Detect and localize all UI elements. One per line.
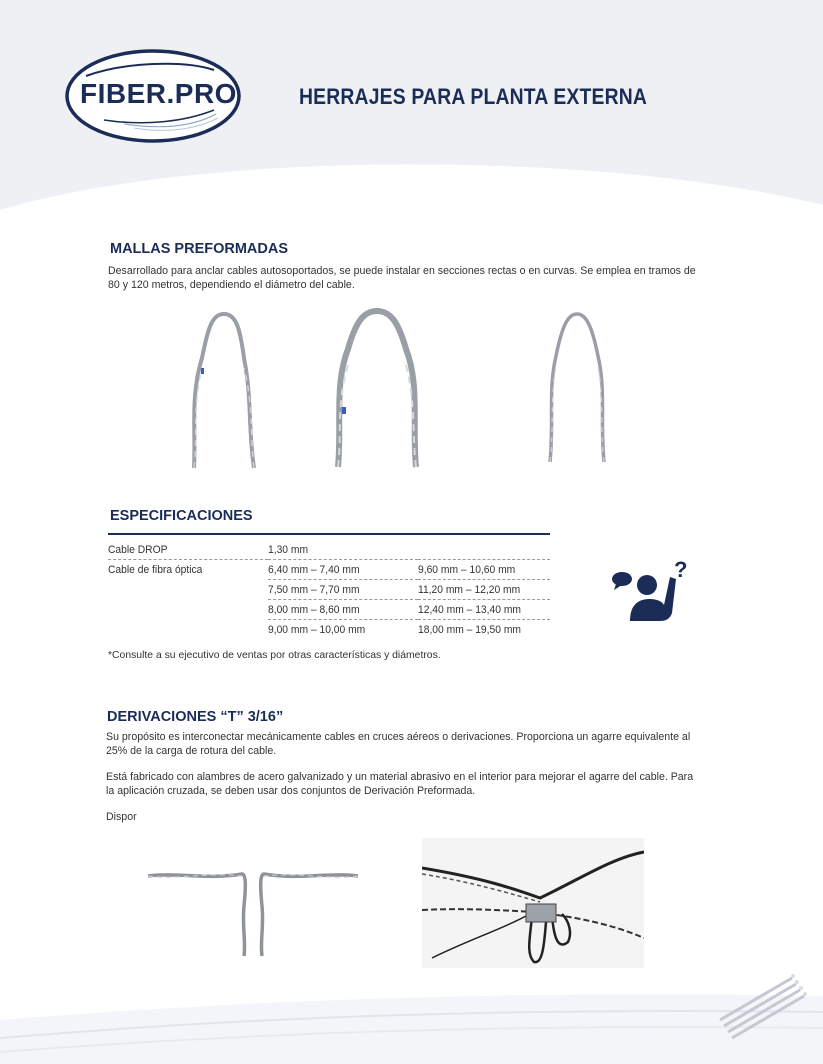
footer-decoration	[0, 960, 823, 1064]
table-row	[108, 600, 550, 620]
specs-heading: ESPECIFICACIONES	[110, 508, 253, 524]
derivaciones-p1	[106, 730, 716, 758]
table-row	[108, 620, 550, 640]
table-row	[108, 580, 550, 600]
logo-text: FIBER.PRO	[80, 78, 237, 109]
specs-note: *Consulte a su ejecutivo de ventas por otras características y diámetros.	[108, 650, 441, 661]
spec-value: 1,30 mm	[268, 543, 309, 556]
page-title: HERRAJES PARA PLANTA EXTERNA	[299, 84, 648, 109]
derivaciones-p3: Dispor	[106, 811, 137, 823]
spec-label: Cable DROP	[108, 543, 168, 556]
table-row	[108, 540, 550, 560]
installation-photo-drawing	[422, 838, 644, 968]
spec-label: Cable de fibra óptica	[108, 560, 255, 580]
spec-label	[108, 620, 255, 640]
spec-value: 7,50 mm – 7,70 mm	[268, 580, 406, 600]
table-row	[108, 560, 550, 580]
mallas-description	[108, 264, 718, 292]
spec-value: 11,20 mm – 12,20 mm	[418, 580, 539, 600]
derivaciones-p2	[106, 770, 716, 798]
mallas-line-2: 80 y 120 metros, dependiendo el diámetro del cable.	[108, 279, 355, 291]
spec-value: 6,40 mm – 7,40 mm	[268, 560, 406, 580]
derivacion-t-image	[146, 866, 360, 958]
question-mark: ?	[674, 557, 688, 582]
mallas-line-1: Desarrollado para anclar cables autosoportados, se puede instalar en secciones rectas o en curvas. Se emplea en tramos de	[108, 265, 696, 277]
malla-image-1	[186, 308, 262, 472]
spec-value: 12,40 mm – 13,40 mm	[418, 600, 539, 620]
specs-table	[108, 540, 550, 639]
derivaciones-p1-line-2: 25% de la carga de rotura del cable.	[106, 745, 277, 757]
malla-image-3	[544, 310, 610, 466]
derivaciones-heading: DERIVACIONES “T” 3/16”	[107, 709, 284, 725]
question-person-icon	[610, 555, 690, 625]
derivaciones-p1-line-1: Su propósito es interconectar mecánicamente cables en cruces aéreos o derivaciones. Proporciona un agarre equivalente al	[106, 731, 691, 743]
spec-label	[108, 600, 255, 620]
specs-rule	[108, 533, 550, 535]
spec-value: 18,00 mm – 19,50 mm	[418, 620, 539, 640]
spec-value: 9,00 mm – 10,00 mm	[268, 620, 406, 640]
spec-value	[418, 540, 539, 560]
derivacion-installation-photo	[422, 838, 644, 968]
spec-label	[108, 580, 255, 600]
derivaciones-p2-line-1: Está fabricado con alambres de acero galvanizado y un material abrasivo en el interior para mejorar el agarre del cable. Para	[106, 771, 694, 783]
spec-value: 9,60 mm – 10,60 mm	[418, 560, 539, 580]
mallas-heading: MALLAS PREFORMADAS	[110, 241, 289, 257]
spec-value: 8,00 mm – 8,60 mm	[268, 600, 406, 620]
derivaciones-p2-line-2: la aplicación cruzada, se deben usar dos conjuntos de Derivación Preformada.	[106, 785, 476, 797]
malla-image-2	[330, 305, 424, 471]
